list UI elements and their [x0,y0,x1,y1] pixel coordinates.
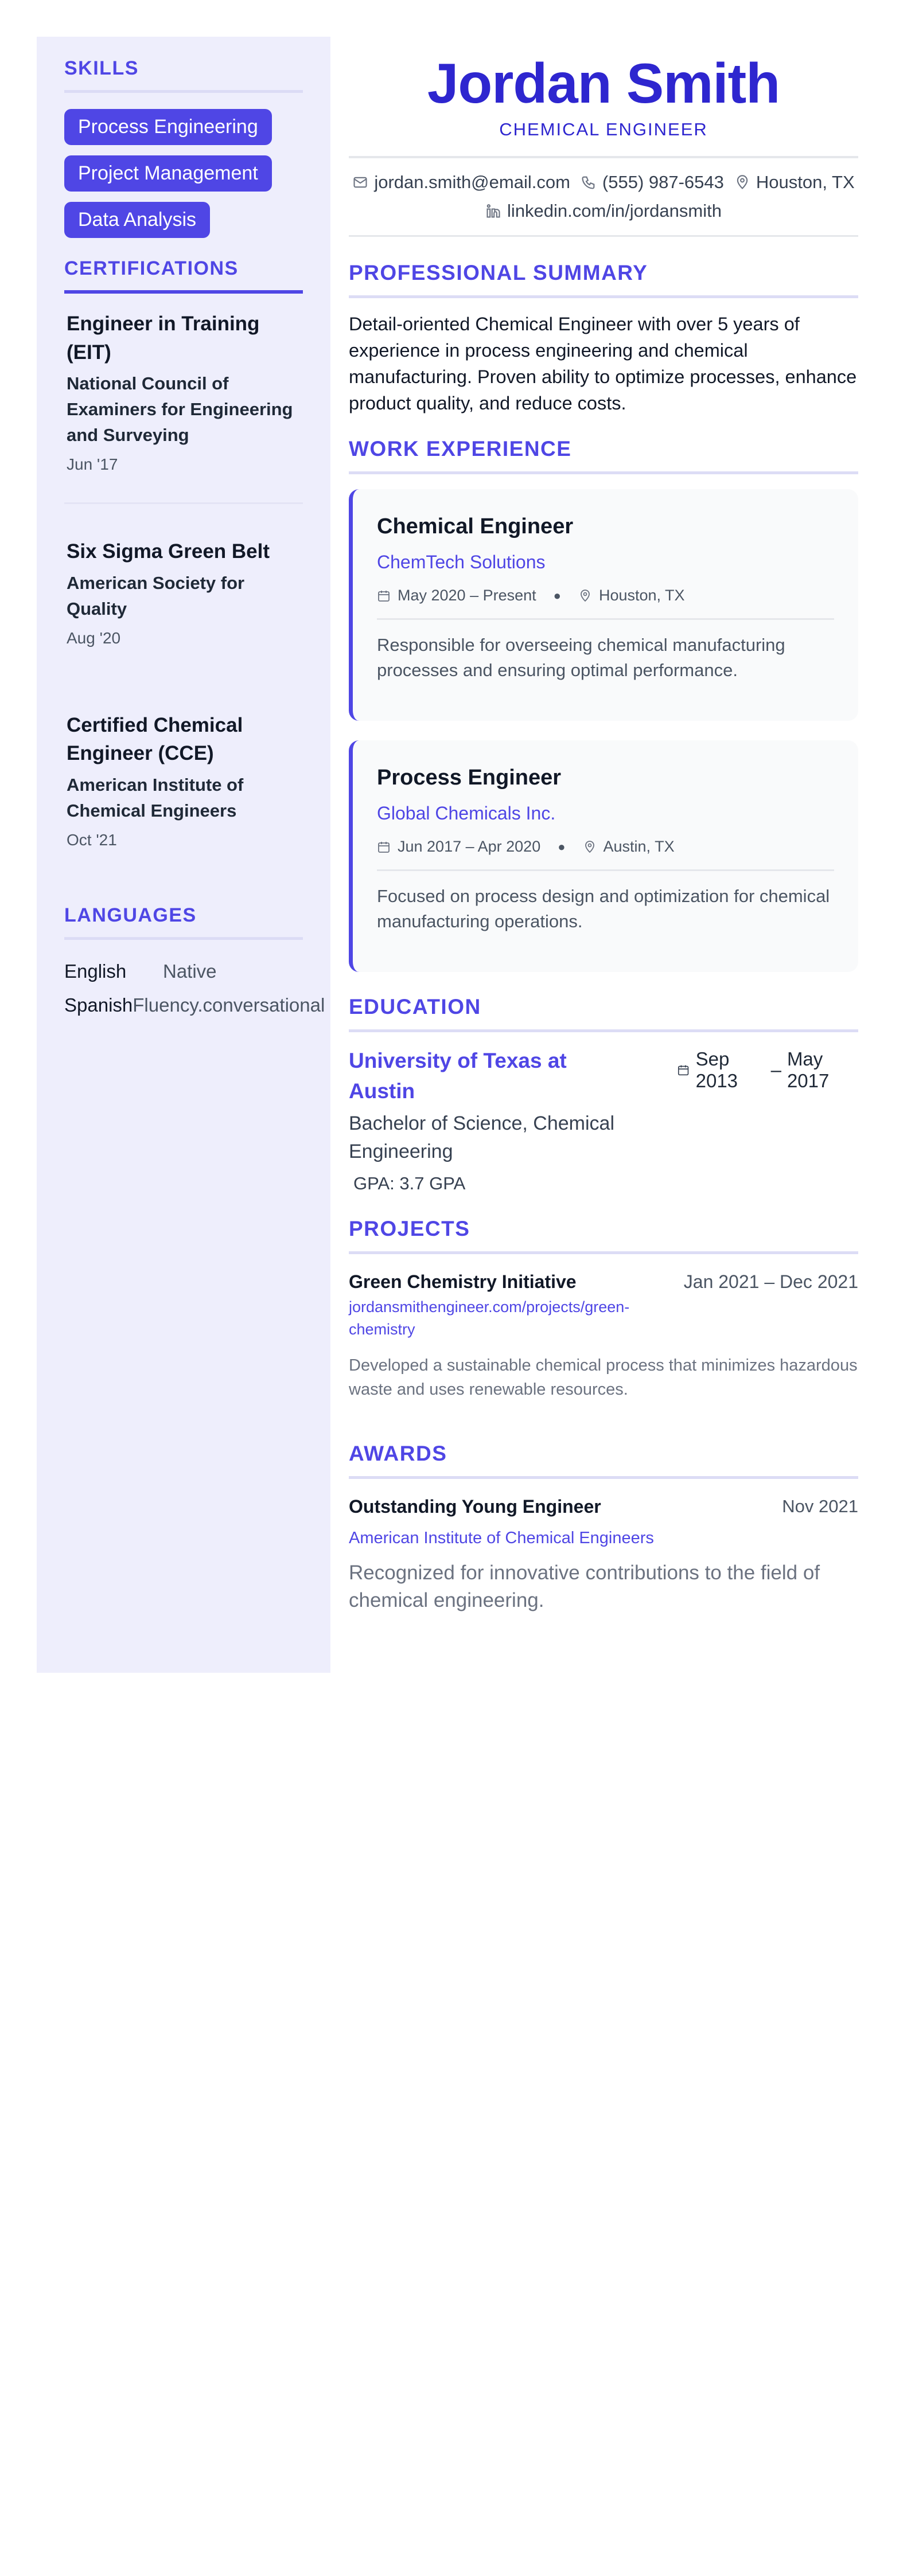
certification-name: Six Sigma Green Belt [67,540,270,563]
award-name: Outstanding Young Engineer [349,1496,601,1517]
job-meta [377,838,834,856]
education-dates [677,1048,858,1092]
job-dates: Jun 2017 – Apr 2020 [398,838,541,856]
location-contact [734,172,855,193]
linkedin-contact[interactable] [485,201,722,221]
language-name: English [64,961,127,982]
contact-row [349,172,858,193]
divider [349,295,858,298]
award-issuer: American Institute of Chemical Engineers [349,1529,654,1548]
phone-icon [581,174,597,190]
calendar-icon [377,589,391,603]
education-degree: Bachelor of Science, Chemical Engineering [349,1113,615,1162]
education-gpa [349,1173,677,1194]
skills-list [64,109,303,248]
award-date: Nov 2021 [782,1496,858,1517]
certification-item [64,711,303,849]
certification-issuer: National Council of Examiners for Engineering and Surveying [67,373,293,446]
map-pin-icon [578,589,592,603]
phone-contact[interactable] [581,172,724,193]
sidebar [37,37,330,1673]
education-start: Sep 2013 [695,1048,738,1092]
certification-issuer: American Institute of Chemical Engineers [67,775,244,821]
education-school: University of Texas at Austin [349,1049,567,1103]
job-company: Global Chemicals Inc. [377,803,556,824]
candidate-name: Jordan Smith [427,52,780,115]
summary-heading: PROFESSIONAL SUMMARY [349,260,648,284]
experience-heading: WORK EXPERIENCE [349,437,572,461]
phone-text: (555) 987-6543 [602,171,724,192]
skill-chip: Project Management [64,155,272,192]
project-name: Green Chemistry Initiative [349,1271,577,1292]
linkedin-text: linkedin.com/in/jordansmith [507,200,722,221]
divider [64,676,303,678]
education-end: May 2017 [787,1048,830,1092]
email-text: jordan.smith@email.com [374,171,570,192]
location-text: Houston, TX [756,171,855,192]
certification-item [64,310,303,474]
divider [64,90,303,93]
job-dates: May 2020 – Present [398,587,536,604]
date-separator: – [770,1059,781,1081]
separator-dot: ● [553,588,561,603]
education-item [349,1046,858,1194]
certification-item [64,537,303,647]
award-description: Recognized for innovative contributions to the field of chemical engineering. [349,1562,820,1611]
divider [64,502,303,504]
linkedin-icon [485,203,501,219]
summary-text: Detail-oriented Chemical Engineer with over 5 years of experience in process engineering and chemical manufacturing. Proven ability to optimize processes, enhance product quality, and reduce costs. [349,313,857,414]
awards-heading: AWARDS [349,1442,447,1466]
divider [349,471,858,474]
map-pin-icon [734,174,750,190]
certifications-heading: CERTIFICATIONS [64,257,239,279]
job-location: Houston, TX [598,587,685,604]
contact-row [349,201,858,221]
skill-chip: Data Analysis [64,202,210,238]
divider [349,1476,858,1479]
certification-name: Certified Chemical Engineer (CCE) [67,713,243,765]
divider [377,869,834,871]
calendar-icon [677,1063,690,1078]
language-item [64,959,303,984]
divider [349,156,858,158]
project-description: Developed a sustainable chemical process that minimizes hazardous waste and uses renewable resources. [349,1356,858,1399]
projects-heading: PROJECTS [349,1216,470,1240]
divider [349,1251,858,1254]
language-level: Fluency.conversational [133,994,325,1016]
calendar-icon [377,840,391,854]
job-card [349,740,858,972]
divider [349,235,858,237]
job-company: ChemTech Solutions [377,552,546,573]
main-content [349,37,858,1614]
language-item [64,993,325,1018]
education-heading: EDUCATION [349,995,481,1019]
certification-issuer: American Society for Quality [67,572,245,619]
job-title: CHEMICAL ENGINEER [499,119,708,139]
job-location: Austin, TX [603,838,675,856]
map-pin-icon [583,840,597,854]
job-description: Focused on process design and optimization for chemical manufacturing operations. [377,886,830,932]
project-item [349,1271,858,1293]
award-item [349,1496,858,1517]
certification-date: Aug '20 [67,629,121,647]
separator-dot: ● [558,839,566,854]
skills-heading: SKILLS [64,57,139,79]
project-dates: Jan 2021 – Dec 2021 [683,1271,858,1292]
job-position: Chemical Engineer [377,514,574,539]
divider [349,1029,858,1032]
skill-chip: Process Engineering [64,109,272,145]
project-link[interactable]: jordansmithengineer.com/projects/green-chemistry [349,1298,630,1338]
email-contact[interactable] [352,172,570,193]
gpa-value: 3.7 GPA [399,1173,466,1193]
language-name: Spanish [64,994,133,1016]
job-description: Responsible for overseeing chemical manufacturing processes and ensuring optimal performance. [377,635,785,681]
divider [377,618,834,620]
job-card [349,489,858,721]
certification-name: Engineer in Training (EIT) [67,313,260,364]
languages-heading: LANGUAGES [64,904,197,926]
language-level: Native [163,961,217,982]
job-position: Process Engineer [377,766,562,790]
job-meta [377,587,834,604]
gpa-label: GPA: [353,1173,395,1193]
certification-date: Oct '21 [67,831,117,849]
mail-icon [352,174,368,190]
certification-date: Jun '17 [67,455,118,474]
